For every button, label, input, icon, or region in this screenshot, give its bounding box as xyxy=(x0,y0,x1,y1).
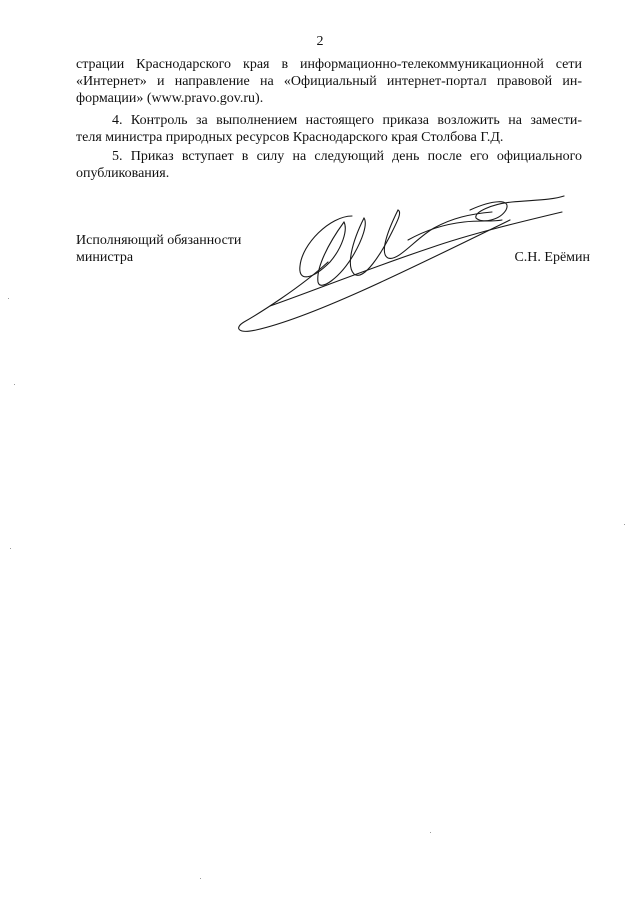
scan-speck xyxy=(200,878,201,879)
paragraph-4-line-2: теля министра природных ресурсов Краснодарского края Столбова Г.Д. xyxy=(76,130,504,145)
paragraph-3-line-2: «Интернет» и направление на «Официальный интернет-портал правовой ин- xyxy=(76,74,582,89)
scan-speck xyxy=(8,298,9,299)
handwritten-signature xyxy=(230,188,570,338)
signatory-position-line-1: Исполняющий обязанности xyxy=(76,233,242,248)
signatory-position xyxy=(76,232,241,266)
scan-speck xyxy=(430,832,431,833)
paragraph-3-line-1: страции Краснодарского края в информационно-телекоммуникационной сети xyxy=(76,57,582,72)
paragraph-4-line-1: 4. Контроль за выполнением настоящего приказа возложить на замести- xyxy=(112,113,582,128)
paragraph-3-line-3: формации» (www.pravo.gov.ru). xyxy=(76,91,264,106)
signatory-position-line-2: министра xyxy=(76,250,134,265)
paragraph-5-line-2: опубликования. xyxy=(76,166,170,181)
scan-speck xyxy=(10,548,11,549)
scan-speck xyxy=(624,524,625,525)
paragraph-5-line-1: 5. Приказ вступает в силу на следующий день после его официального xyxy=(112,149,582,164)
signatory-name: С.Н. Ерёмин xyxy=(514,250,590,265)
page-number: 2 xyxy=(316,34,324,49)
scan-speck xyxy=(14,384,15,385)
